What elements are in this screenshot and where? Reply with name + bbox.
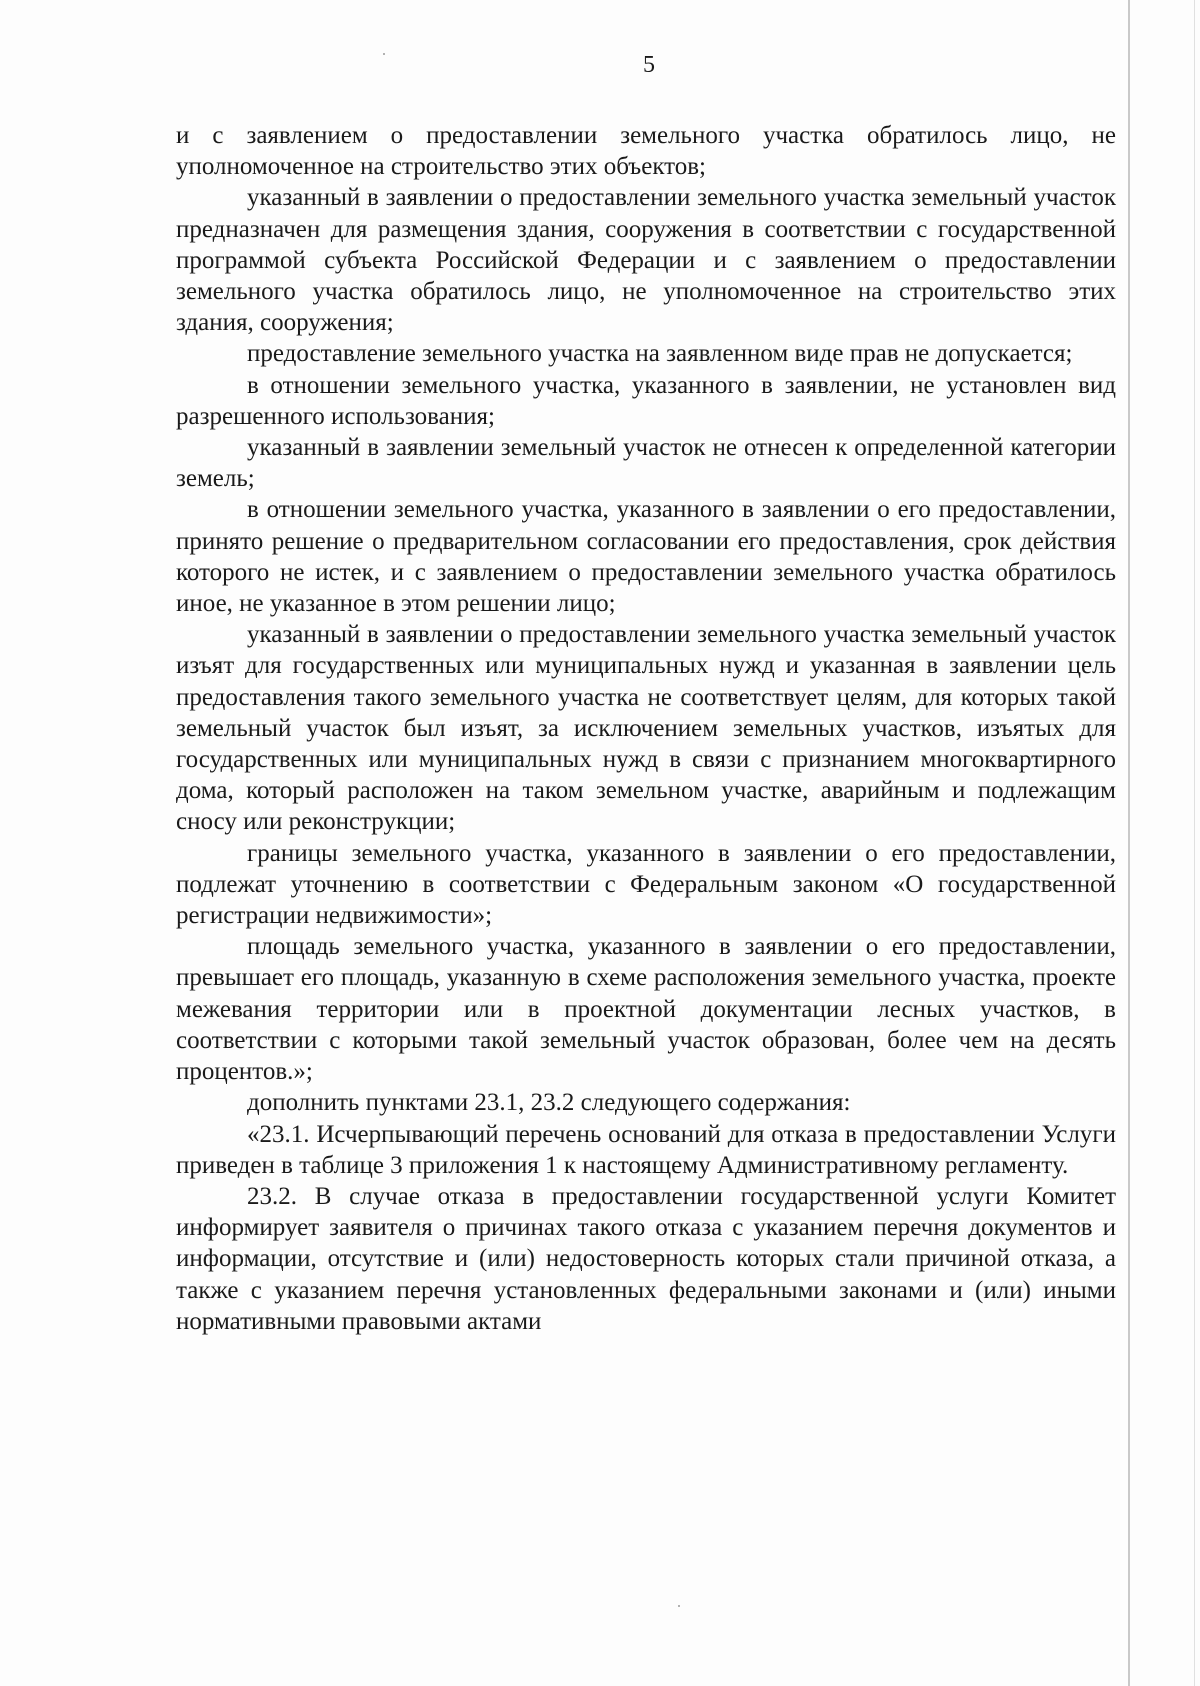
scan-edge-line-outer [1194,0,1195,1686]
page-number: 5 [643,52,655,78]
paragraph: предоставление земельного участка на заявленном виде прав не допускается; [247,340,1073,368]
paragraph: дополнить пунктами 23.1, 23.2 следующего содержания: [247,1089,851,1117]
paragraph: 23.2. В случае отказа в предоставлении государственной услуги Комитет информирует заявителя о причинах такого отказа с указанием перечня документов и информации, отсутствие и (или) недостоверность которых стали причиной отказа, а также с указанием перечня установленных федеральными законами и (или) иными нормативными правовыми актами [176,1182,1116,1335]
paragraph: и с заявлением о предоставлении земельного участка обратилось лицо, не уполномоченное на строительство этих объектов; [176,122,1116,181]
paragraph: границы земельного участка, указанного в заявлении о его предоставлении, подлежат уточнению в соответствии с Федеральным законом «О государственной регистрации недвижимости»; [176,839,1116,930]
paragraph: площадь земельного участка, указанного в заявлении о его предоставлении, превышает его площадь, указанную в схеме расположения земельного участка, проекте межевания территории или в проектной документации лесных участков, в соответствии с которыми такой земельный участок образован, более чем на десять процентов.»; [176,933,1116,1086]
paragraph: в отношении земельного участка, указанного в заявлении о его предоставлении, принято решение о предварительном согласовании его предоставления, срок действия которого не истек, и с заявлением о предоставлении земельного участка обратилось иное, не указанное в этом решении лицо; [176,496,1116,618]
paragraph: указанный в заявлении о предоставлении земельного участка земельный участок предназначен для размещения здания, сооружения в соответствии с государственной программой субъекта Российской Федерации и с заявлением о предоставлении земельного участка обратилось лицо, не уполномоченное на строительство этих здания, сооружения; [176,184,1116,337]
paragraph: указанный в заявлении земельный участок не отнесен к определенной категории земель; [176,434,1116,493]
paragraph: «23.1. Исчерпывающий перечень оснований для отказа в предоставлении Услуги приведен в таблице 3 приложения 1 к настоящему Административному регламенту. [176,1120,1116,1179]
document-body [176,120,1116,1337]
paragraph: указанный в заявлении о предоставлении земельного участка земельный участок изъят для государственных или муниципальных нужд и указанная в заявлении цель предоставления такого земельного участка не соответствует целям, для которых такой земельный участок был изъят, за исключением земельных участков, изъятых для государственных или муниципальных нужд в связи с признанием многоквартирного дома, который расположен на таком земельном участке, аварийным и подлежащим сносу или реконструкции; [176,621,1116,836]
paragraph: в отношении земельного участка, указанного в заявлении, не установлен вид разрешенного использования; [176,371,1116,430]
scan-speck [678,1605,680,1607]
scan-edge-line [1128,0,1130,1686]
